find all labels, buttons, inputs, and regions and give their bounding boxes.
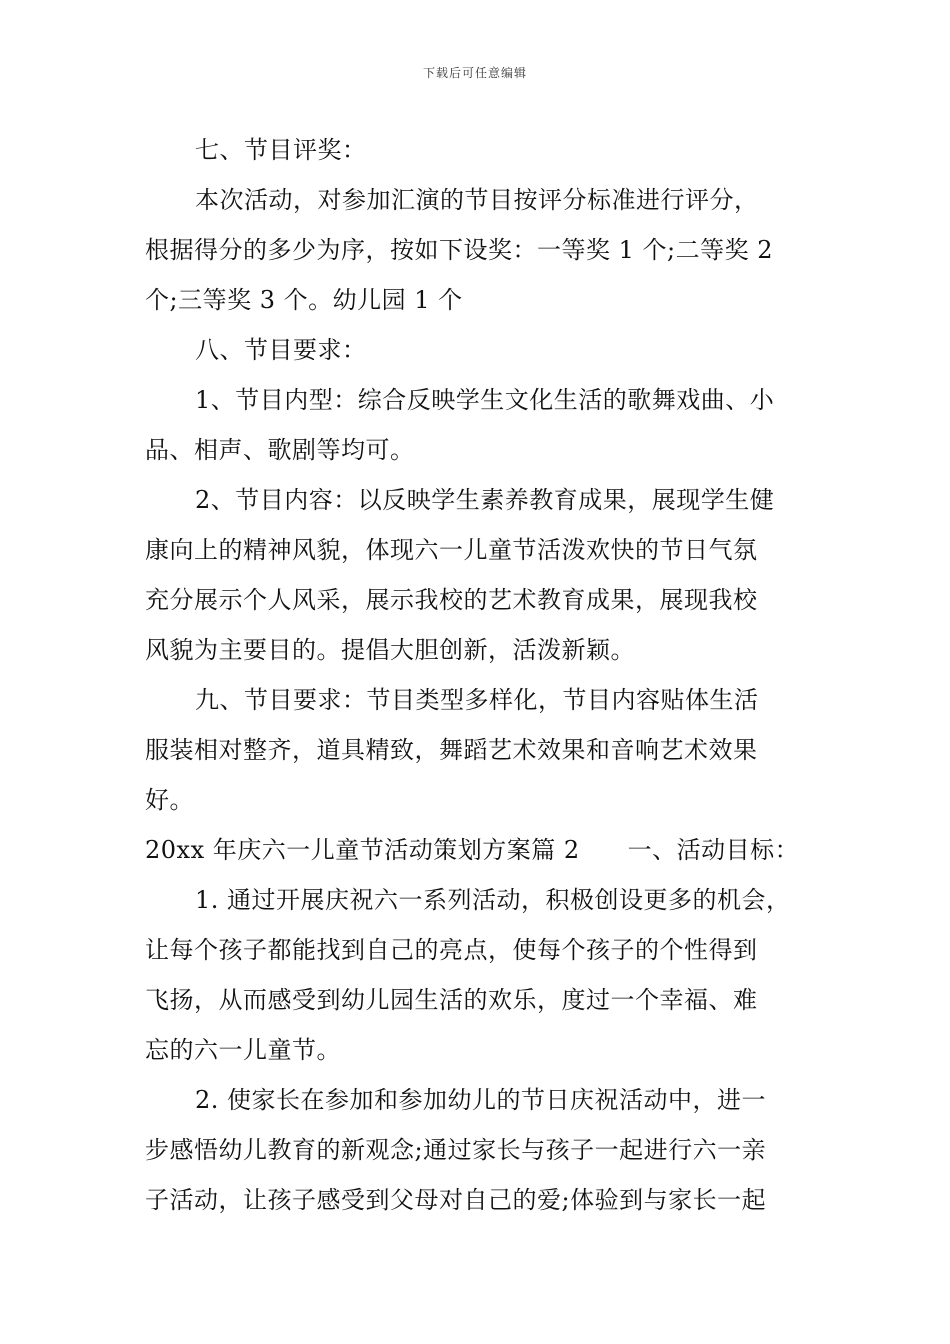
section-heading-program-requirements: 九、节目要求：节目类型多样化，节目内容贴体生活 — [195, 686, 759, 714]
paragraph-line: 让每个孩子都能找到自己的亮点，使每个孩子的个性得到 — [145, 936, 758, 964]
paragraph-line: 2、节目内容：以反映学生素养教育成果，展现学生健 — [195, 486, 775, 514]
paragraph-line: 风貌为主要目的。提倡大胆创新，活泼新颖。 — [145, 636, 635, 664]
paragraph-line: 个;三等奖 3 个。幼儿园 1 个 — [145, 286, 463, 314]
paragraph-line: 服装相对整齐，道具精致，舞蹈艺术效果和音响艺术效果 — [145, 736, 758, 764]
section-heading-requirements: 八、节目要求： — [195, 336, 367, 364]
section-heading-awards: 七、节目评奖： — [195, 136, 367, 164]
section-heading-goals: 一、活动目标： — [627, 836, 800, 864]
paragraph-line: 2. 使家长在参加和参加幼儿的节日庆祝活动中，进一 — [195, 1086, 767, 1114]
paragraph-line: 子活动，让孩子感受到父母对自己的爱;体验到与家长一起 — [145, 1186, 767, 1214]
paragraph-line: 根据得分的多少为序，按如下设奖：一等奖 1 个;二等奖 2 — [145, 236, 774, 264]
document-body — [145, 130, 815, 1230]
paragraph-line: 1. 通过开展庆祝六一系列活动，积极创设更多的机会， — [195, 886, 791, 914]
article-title-line — [145, 830, 815, 880]
paragraph-line: 好。 — [145, 786, 194, 814]
paragraph-line: 忘的六一儿童节。 — [145, 1036, 341, 1064]
paragraph-line: 飞扬，从而感受到幼儿园生活的欢乐，度过一个幸福、难 — [145, 986, 758, 1014]
paragraph-line: 充分展示个人风采，展示我校的艺术教育成果，展现我校 — [145, 586, 758, 614]
paragraph-line: 步感悟幼儿教育的新观念;通过家长与孩子一起进行六一亲 — [145, 1136, 767, 1164]
article-title: 20xx 年庆六一儿童节活动策划方案篇 2 — [145, 836, 580, 864]
paragraph-line: 本次活动，对参加汇演的节目按评分标准进行评分， — [195, 186, 759, 214]
paragraph-line: 康向上的精神风貌，体现六一儿童节活泼欢快的节日气氛 — [145, 536, 758, 564]
paragraph-line: 品、相声、歌剧等均可。 — [145, 436, 415, 464]
header-note: 下载后可任意编辑 — [422, 66, 527, 80]
paragraph-line: 1、节目内型：综合反映学生文化生活的歌舞戏曲、小 — [195, 386, 775, 414]
